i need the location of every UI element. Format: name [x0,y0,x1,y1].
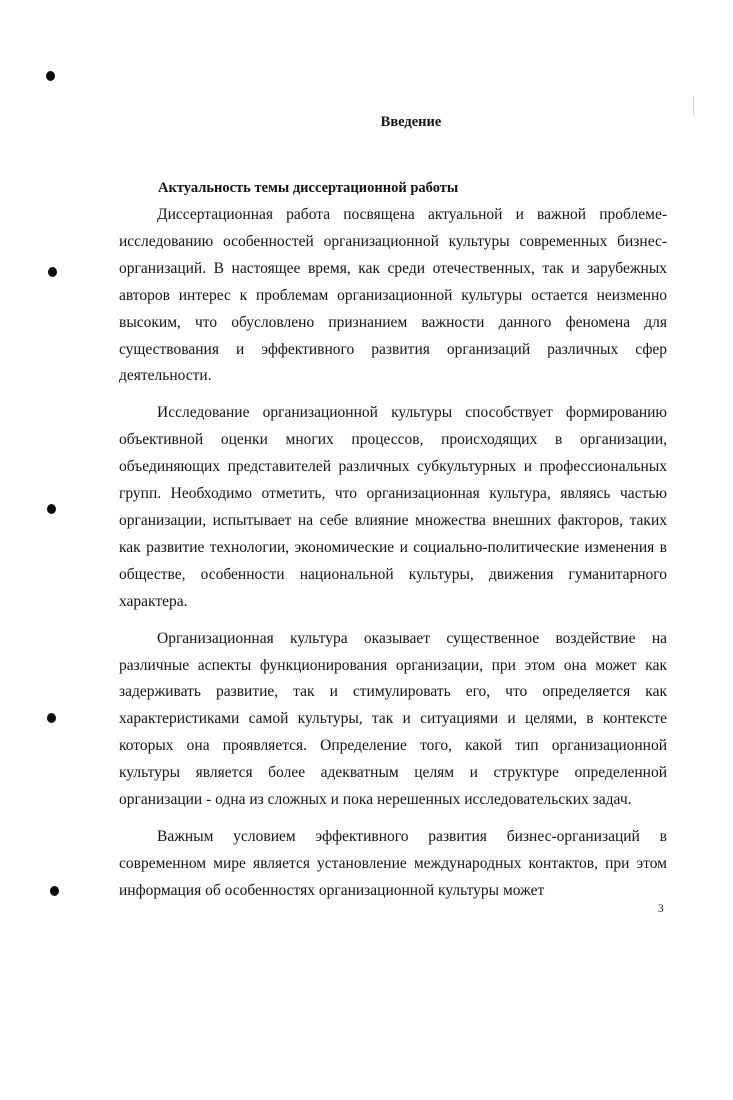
paragraph: Важным условием эффективного развития бизнес-организаций в современном мире является установление международных контактов, при этом информация об особенностях организационной культуры может [119,827,667,899]
section-heading: Актуальность темы диссертационной работы [158,180,459,196]
punch-hole-mark [47,713,56,723]
punch-hole-mark [47,504,56,514]
paragraph: Исследование организационной культуры способствует формированию объективной оценки многих процессов, происходящих в организации, объединяющих представителей различных субкультурных и профессиональных групп. Необходимо отметить, что организационная культура, являясь частью организации, испытывает на себе влияние множества внешних факторов, таких как развитие технологии, экономические и социально-политические изменения в обществе, особенности национальной культуры, движения гуманитарного характера. [119,404,667,610]
punch-hole-mark [46,71,55,81]
body-text [119,202,667,905]
paragraph: Диссертационная работа посвящена актуальной и важной проблеме-исследованию особенностей организационной культуры современных бизнес-организаций. В настоящее время, как среди отечественных, так и зарубежных авторов интерес к проблемам организационной культуры остается неизменно высоким, что обусловлено признанием важности данного феномена для существования и эффективного развития организаций различных сфер деятельности. [119,206,667,385]
page-number: 3 [658,903,664,915]
paragraph: Организационная культура оказывает существенное воздействие на различные аспекты функционирования организации, при этом она может как задерживать развитие, так и стимулировать его, что определяется как характеристиками самой культуры, так и ситуациями и целями, в контексте которых она проявляется. Определение того, какой тип организационной культуры является более адекватным целям и структуре определенной организации - одна из сложных и пока нерешенных исследовательских задач. [119,629,667,809]
punch-hole-mark [48,267,57,277]
page-title: Введение [380,114,442,130]
punch-hole-mark [50,886,59,896]
